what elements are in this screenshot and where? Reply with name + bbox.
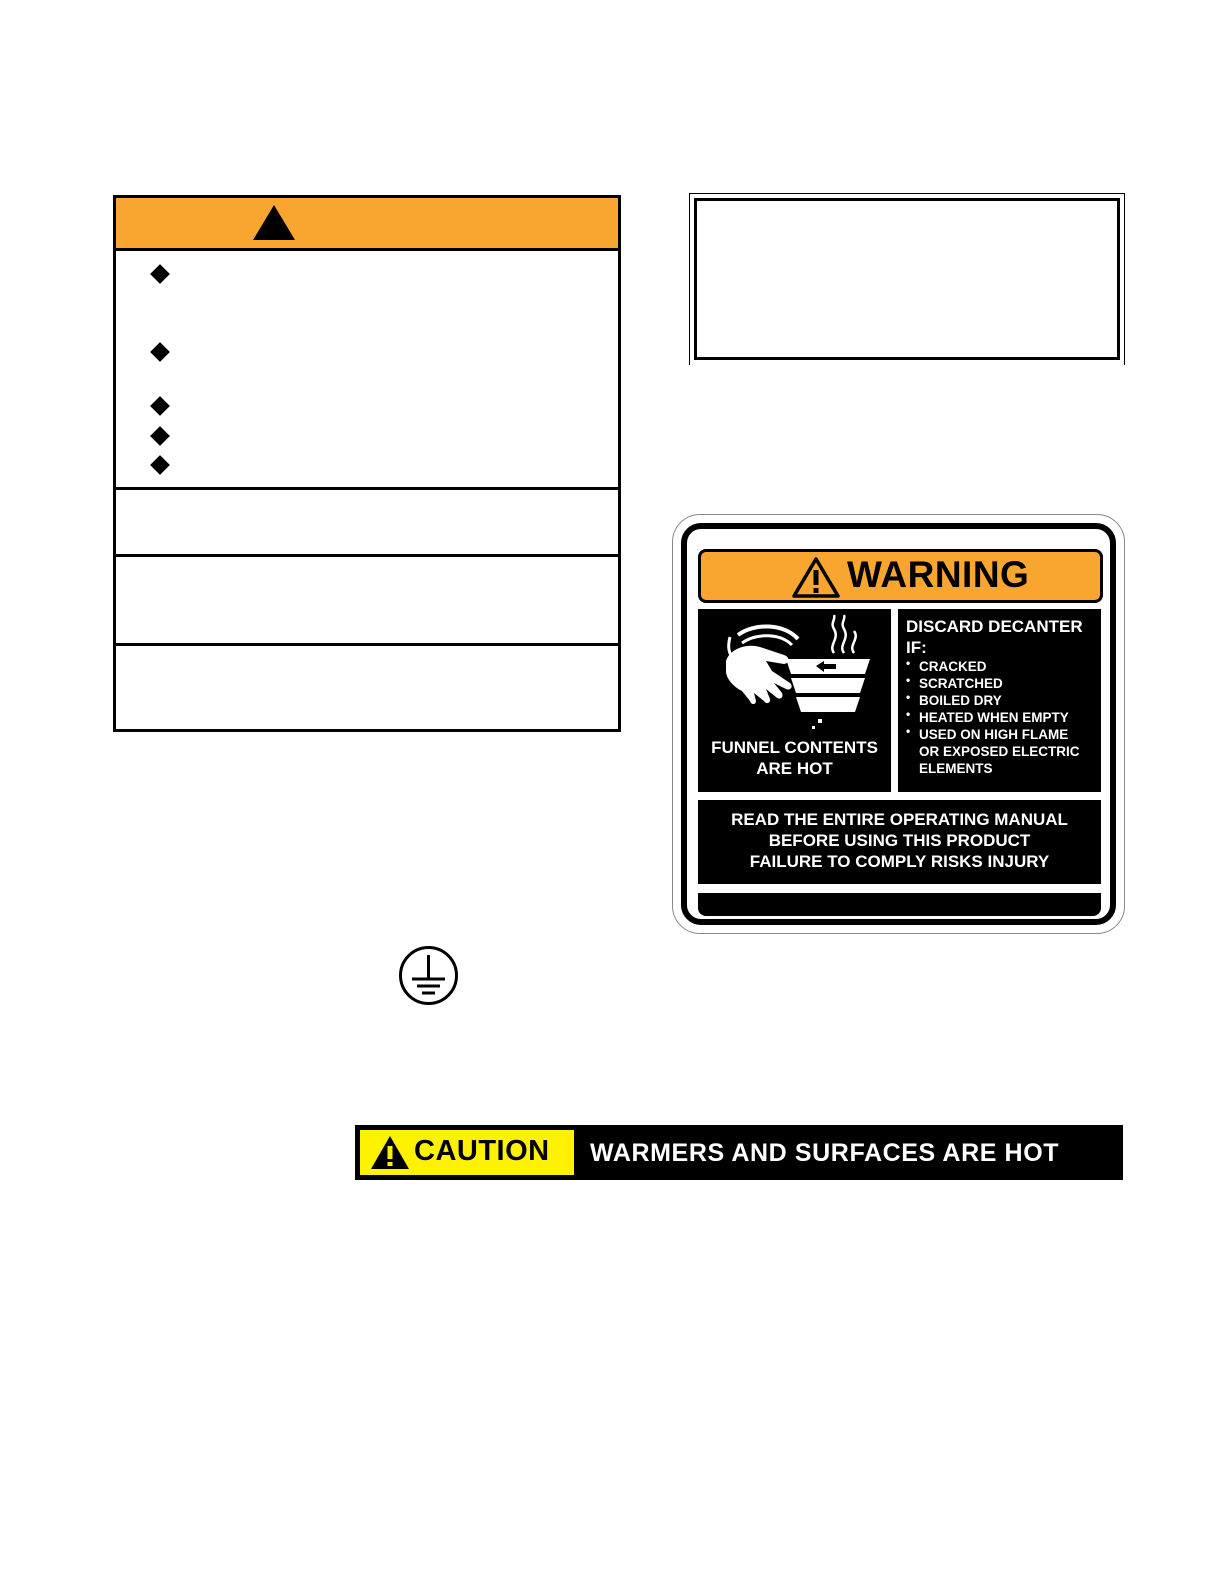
warning-triangle-icon bbox=[253, 205, 295, 240]
label-header bbox=[698, 549, 1103, 603]
warning-table-row bbox=[116, 490, 618, 557]
funnel-panel bbox=[698, 609, 891, 792]
protective-earth-ground-icon bbox=[398, 945, 459, 1006]
warning-triangle-icon bbox=[370, 1135, 410, 1170]
discard-list bbox=[906, 658, 1080, 777]
hot-funnel-hand-icon bbox=[698, 609, 891, 734]
diamond-bullet-icon bbox=[150, 264, 170, 284]
funnel-caption-line: FUNNEL CONTENTS bbox=[711, 738, 878, 757]
discard-panel bbox=[898, 609, 1101, 792]
diamond-bullet-icon bbox=[150, 455, 170, 475]
funnel-caption-line: ARE HOT bbox=[756, 759, 833, 778]
warning-table-row bbox=[116, 557, 618, 646]
list-item: • HEATED WHEN EMPTY bbox=[906, 707, 1069, 725]
label-border bbox=[681, 523, 1116, 925]
warning-triangle-icon bbox=[791, 556, 841, 599]
warning-table-header bbox=[116, 198, 618, 251]
list-item: • SCRATCHED bbox=[906, 673, 1003, 691]
list-item: • USED ON HIGH FLAME bbox=[906, 724, 1069, 742]
warning-bullet-list bbox=[116, 251, 618, 490]
warning-table-row bbox=[116, 646, 618, 729]
notice-frame bbox=[694, 198, 1120, 360]
manual-notice-line: BEFORE USING THIS PRODUCT bbox=[768, 831, 1031, 850]
discard-title bbox=[906, 616, 1101, 658]
manual-notice-line: FAILURE TO COMPLY RISKS INJURY bbox=[749, 852, 1050, 871]
caution-badge bbox=[360, 1130, 574, 1175]
funnel-caption bbox=[698, 737, 891, 779]
list-item-continued: ELEMENTS bbox=[919, 761, 993, 776]
diamond-bullet-icon bbox=[150, 342, 170, 362]
caution-strip bbox=[355, 1125, 1123, 1180]
list-item: • CRACKED bbox=[906, 656, 987, 674]
manual-notice bbox=[698, 800, 1101, 884]
caution-word: CAUTION bbox=[414, 1135, 550, 1167]
discard-title-line: DISCARD DECANTER bbox=[906, 617, 1083, 636]
decanter-warning-label bbox=[672, 514, 1125, 934]
diamond-bullet-icon bbox=[150, 426, 170, 446]
caution-message: WARMERS AND SURFACES ARE HOT bbox=[590, 1139, 1060, 1167]
warning-table bbox=[113, 195, 621, 732]
list-item-continued: OR EXPOSED ELECTRIC bbox=[919, 744, 1080, 759]
label-header-text: WARNING bbox=[847, 554, 1030, 595]
discard-title-line: IF: bbox=[906, 638, 927, 657]
diamond-bullet-icon bbox=[150, 396, 170, 416]
label-footer-bar bbox=[698, 893, 1101, 916]
manual-notice-line: READ THE ENTIRE OPERATING MANUAL bbox=[731, 810, 1068, 829]
list-item: • BOILED DRY bbox=[906, 690, 1002, 708]
